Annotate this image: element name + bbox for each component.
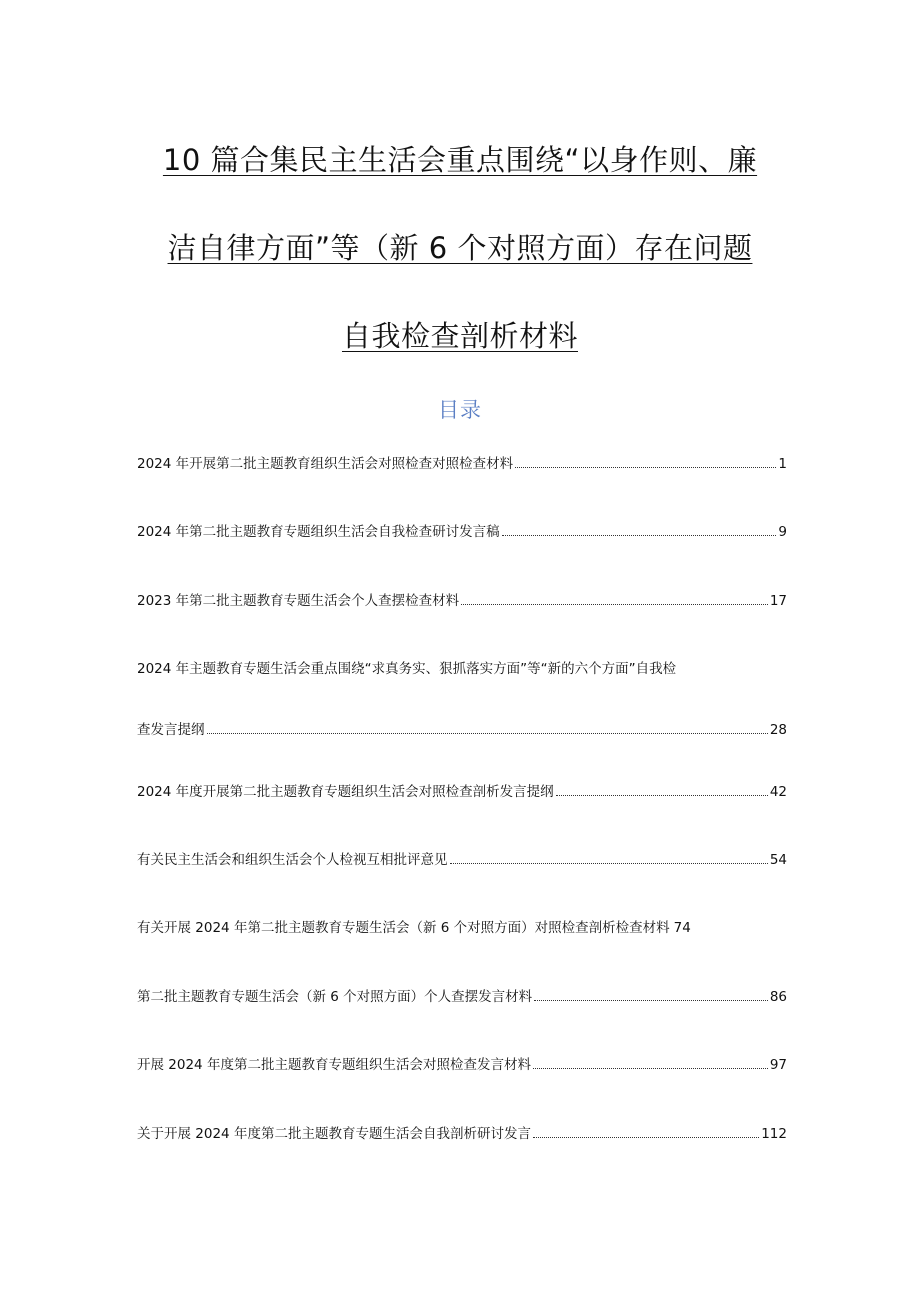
toc-entry-page: 97 [769, 1057, 787, 1073]
title-line-2 [0, 218, 920, 306]
toc-entry-10[interactable] [137, 1124, 787, 1144]
toc-leader-dots [533, 1068, 768, 1069]
toc-entry-page: 86 [769, 989, 787, 1005]
toc-heading: 目录 [438, 398, 482, 422]
toc-entry-2[interactable] [137, 522, 787, 542]
toc-entry-page: 112 [761, 1126, 787, 1142]
toc-entry-label: 有关开展 2024 年第二批主题教育专题生活会（新 6 个对照方面）对照检查剖析检查材料 [137, 920, 670, 936]
toc-entry-4[interactable] [137, 659, 787, 740]
toc-leader-dots [461, 604, 768, 605]
toc-entry-label-line1: 2024 年主题教育专题生活会重点围绕“求真务实、狠抓落实方面”等“新的六个方面”自我检 [137, 661, 677, 677]
title-line-3 [0, 306, 920, 394]
toc-entry-1[interactable] [137, 454, 787, 474]
toc-entry-label: 有关民主生活会和组织生活会个人检视互相批评意见 [137, 852, 448, 868]
toc-leader-dots [502, 535, 777, 536]
toc-entry-label: 2023 年第二批主题教育专题生活会个人查摆检查材料 [137, 593, 460, 609]
toc-entry-label: 2024 年度开展第二批主题教育专题组织生活会对照检查剖析发言提纲 [137, 784, 554, 800]
toc-entry-label: 2024 年开展第二批主题教育组织生活会对照检查对照检查材料 [137, 456, 514, 472]
toc-entry-6[interactable] [137, 850, 787, 870]
toc-entry-page: 28 [769, 722, 787, 738]
title-line-2-text: 洁自律方面”等（新 6 个对照方面）存在问题 [167, 231, 753, 265]
toc-leader-dots [533, 1137, 759, 1138]
toc-entry-3[interactable] [137, 591, 787, 611]
toc-leader-dots [450, 863, 768, 864]
toc-leader-dots [556, 795, 768, 796]
toc-entry-page: 17 [769, 593, 787, 609]
toc-entry-page: 42 [769, 784, 787, 800]
toc-entry-5[interactable] [137, 782, 787, 802]
document-title [0, 130, 920, 394]
toc-entry-page: 74 [673, 920, 691, 936]
toc-entry-label: 开展 2024 年度第二批主题教育专题组织生活会对照检查发言材料 [137, 1057, 531, 1073]
title-line-1 [0, 130, 920, 218]
toc-entry-8[interactable] [137, 987, 787, 1007]
toc-leader-dots [207, 733, 768, 734]
toc-entry-9[interactable] [137, 1055, 787, 1075]
toc-entry-label: 2024 年第二批主题教育专题组织生活会自我检查研讨发言稿 [137, 524, 500, 540]
toc-leader-dots [515, 467, 776, 468]
toc-entry-7[interactable] [137, 918, 787, 938]
title-line-3-text: 自我检查剖析材料 [341, 319, 578, 353]
toc-entry-page: 54 [769, 852, 787, 868]
toc-entry-label: 查发言提纲 [137, 722, 205, 738]
toc-leader-dots [534, 1000, 768, 1001]
toc-entry-label: 关于开展 2024 年度第二批主题教育专题生活会自我剖析研讨发言 [137, 1126, 531, 1142]
title-line-1-text: 10 篇合集民主生活会重点围绕“以身作则、廉 [162, 143, 758, 177]
toc-entry-page: 9 [778, 524, 787, 540]
toc-entry-label: 第二批主题教育专题生活会（新 6 个对照方面）个人查摆发言材料 [137, 989, 533, 1005]
toc-entry-page: 1 [778, 456, 787, 472]
